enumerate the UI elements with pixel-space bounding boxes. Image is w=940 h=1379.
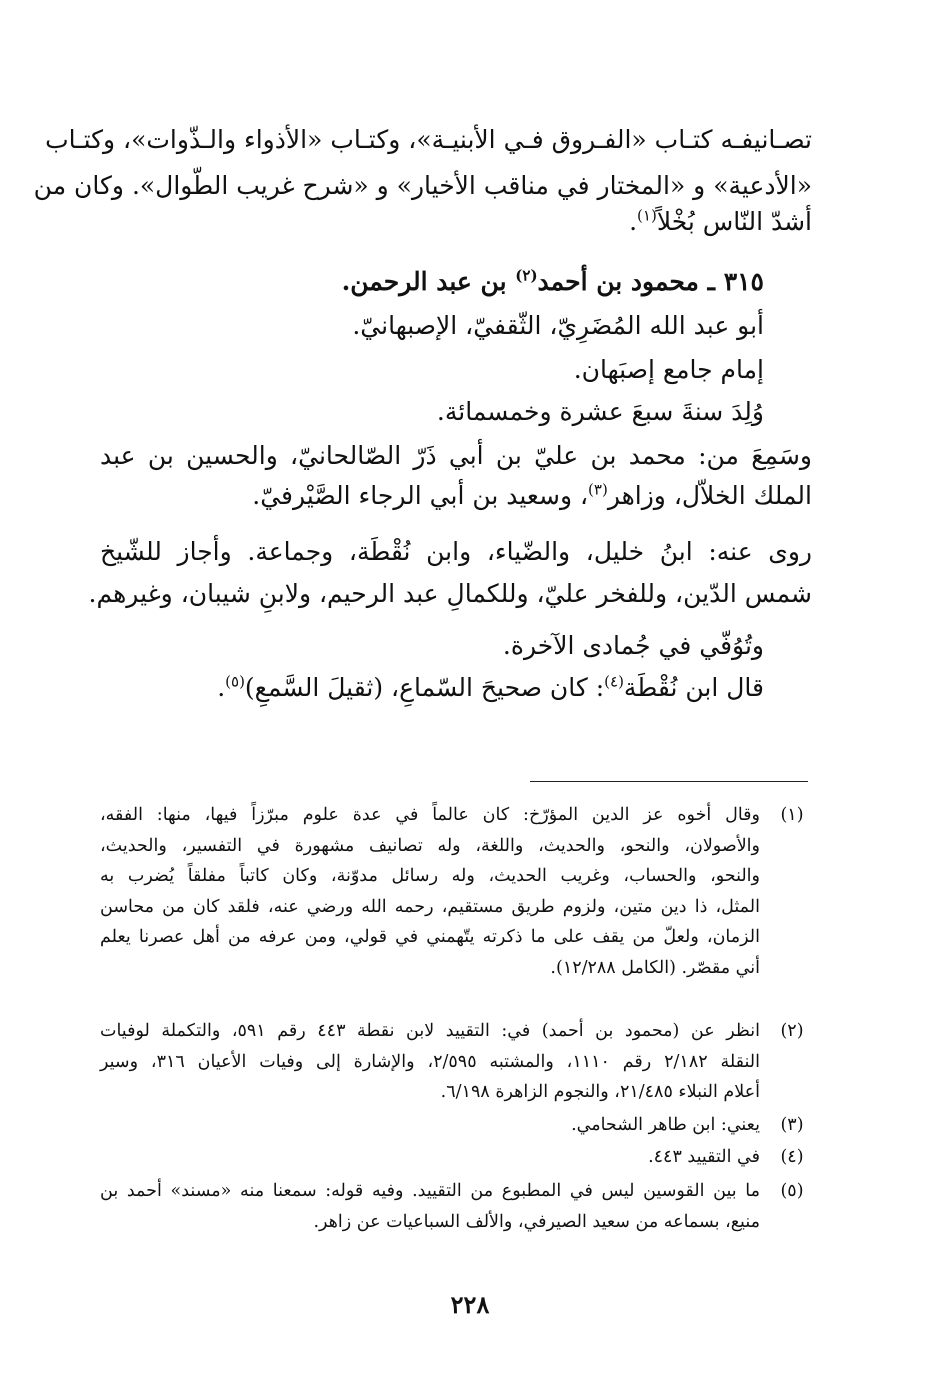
entry-number: ٣١٥ ـ bbox=[707, 267, 764, 296]
body-text: . bbox=[629, 207, 638, 236]
footnote-ref: (١) bbox=[637, 206, 657, 225]
quote-line bbox=[217, 668, 764, 708]
body-line bbox=[629, 202, 812, 242]
footnote bbox=[100, 1142, 812, 1173]
footnote bbox=[100, 1110, 812, 1141]
footnote-line: في التقييد ٤٤٣. bbox=[648, 1147, 760, 1167]
body-text: ، وسعيد بن أبي الرجاء الصَّيْرفيّ. bbox=[252, 481, 589, 510]
heard-line: وسَمِعَ من: محمد بن عليّ بن أبي ذَرّ الصّالحانيّ، والحسين بن عبد bbox=[100, 441, 812, 470]
footnote-ref: (٥) bbox=[225, 672, 245, 691]
footnote-ref: (٤) bbox=[604, 672, 624, 691]
footnote-line: منيع، بسماعه من سعيد الصيرفي، والألف السباعيات عن زاهر. bbox=[313, 1211, 760, 1232]
body-line: تصـانيفـه كتـاب «الفـروق فـي الأبنيـة»، وكتـاب «الأذواء والـذّوات»، وكتـاب bbox=[45, 125, 812, 154]
body-text: : كان صحيحَ السّماعِ، (ثقيلَ السَّمعِ) bbox=[244, 673, 605, 702]
birth-line: وُلِدَ سنةَ سبعَ عشرة وخمسمائة. bbox=[436, 397, 764, 426]
footnote-ref: (٢) bbox=[515, 266, 538, 285]
footnote-line: ما بين القوسين ليس في المطبوع من التقييد. وفيه قوله: سمعنا منه «مسند» أحمد بن bbox=[100, 1181, 760, 1201]
footnote-body bbox=[100, 1016, 760, 1108]
heard-line bbox=[252, 476, 812, 516]
footnote-body bbox=[100, 1142, 760, 1173]
body-text: الملك الخلاّل، وزاهر bbox=[607, 481, 812, 510]
footnote-line: والنحو، والحساب، وغريب الحديث، وله رسائل مدوّنة، وكان كاتباً مفلقاً يُضرب به bbox=[100, 866, 760, 886]
body-text: . bbox=[217, 673, 226, 702]
footnote bbox=[100, 800, 812, 983]
entry-name: محمود بن أحمد bbox=[537, 267, 699, 296]
footnote-line: المثل، ذا دين متين، ولزوم طريق مستقيم، رحمه الله ورضي عنه، فلقد كان من محاسن bbox=[100, 896, 760, 917]
footnote-body bbox=[100, 1176, 760, 1237]
footnote-line: أعلام النبلاء ٢١/٤٨٥، والنجوم الزاهرة ٦/١٩٨. bbox=[440, 1082, 760, 1102]
footnote-line: والأصولان، والنحو، والحديث، واللغة، وله تصانيف مشهورة في التفسير، والحديث، bbox=[100, 835, 760, 856]
footnote-number: (٣) bbox=[780, 1115, 804, 1135]
footnote-ref: (٣) bbox=[588, 480, 608, 499]
death-line: وتُوُفّي في جُمادى الآخرة. bbox=[502, 631, 764, 660]
footnote-number: (٢) bbox=[780, 1021, 804, 1041]
narrated-line: روى عنه: ابنُ خليل، والضّياء، وابن نُقْطَة، وجماعة. وأجاز للشّيخ bbox=[100, 537, 812, 566]
footnote-separator bbox=[530, 781, 808, 782]
footnote-line: انظر عن (محمود بن أحمد) في: التقييد لابن نقطة ٤٤٣ رقم ٥٩١، والتكملة لوفيات bbox=[100, 1021, 760, 1041]
entry-heading bbox=[342, 262, 764, 302]
footnote-number: (١) bbox=[780, 805, 804, 825]
body-text: أشدّ النّاس بُخْلاً bbox=[656, 207, 812, 236]
footnote-line: وقال أخوه عز الدين المؤرّخ: كان عالماً في عدة علوم مبرّزاً فيها، منها: الفقه، bbox=[100, 805, 760, 825]
footnote-line: يعني: ابن طاهر الشحامي. bbox=[571, 1115, 760, 1135]
entry-name: بن عبد الرحمن. bbox=[341, 267, 507, 296]
kunya-line: أبو عبد الله المُضَرِيّ، الثّقفيّ، الإصبهانيّ. bbox=[352, 311, 764, 340]
page-number: ٢٢٨ bbox=[450, 1290, 490, 1319]
narrated-line: شمس الدّين، وللفخر عليّ، وللكمالِ عبد الرحيم، ولابنِ شيبان، وغيرهم. bbox=[88, 579, 812, 608]
footnote-body bbox=[100, 800, 760, 983]
footnote bbox=[100, 1176, 812, 1237]
footnote bbox=[100, 1016, 812, 1108]
body-text: قال ابن نُقْطَة bbox=[623, 673, 764, 702]
footnote-number: (٥) bbox=[780, 1181, 804, 1201]
footnote-line: النقلة ٢/١٨٢ رقم ١١١٠، والمشتبه ٢/٥٩٥، والإشارة إلى وفيات الأعيان ٣١٦، وسير bbox=[100, 1051, 760, 1072]
footnote-line: الزمان، ولعلّ من يقف على ما ذكرته يتّهمني في قولي، ومن عرفه من أهل عصرنا يعلم bbox=[100, 927, 760, 947]
footnote-body bbox=[100, 1110, 760, 1141]
footnote-line: أني مقصّر. (الكامل ١٢/٢٨٨). bbox=[550, 957, 760, 978]
role-line: إمام جامع إصبَهان. bbox=[573, 355, 764, 384]
footnote-number: (٤) bbox=[780, 1147, 804, 1167]
body-line: «الأدعية» و «المختار في مناقب الأخيار» و «شرح غريب الطّوال». وكان من bbox=[33, 171, 812, 200]
